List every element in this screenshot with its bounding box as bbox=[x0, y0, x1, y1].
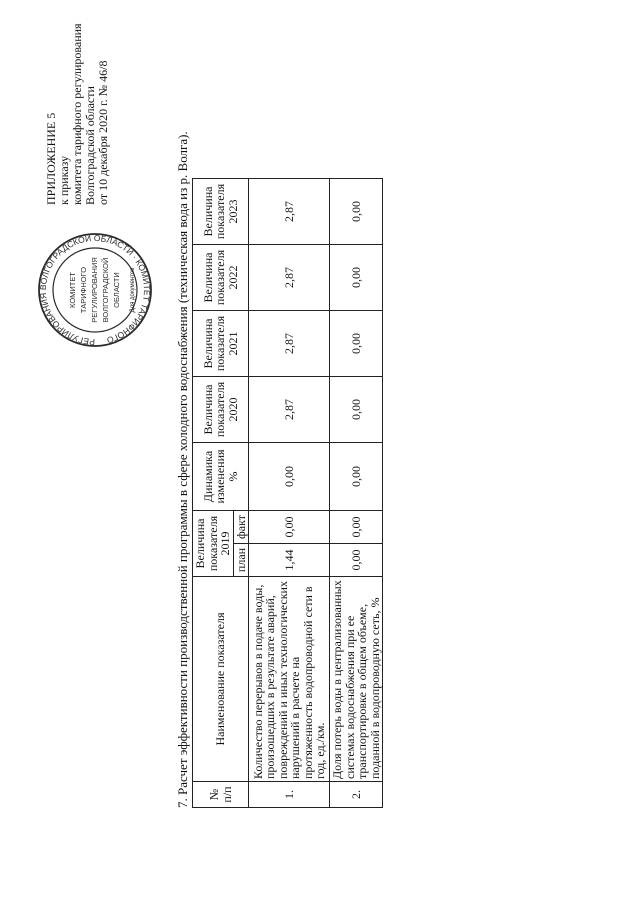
row-fact: 0,00 bbox=[249, 511, 330, 544]
seal-bottom-text: Для документов bbox=[130, 267, 136, 313]
section-heading: 7. Расчет эффективности производственной программы в сфере холодного водоснабжения (техническая вода из р. Волга). bbox=[175, 131, 190, 808]
header-2020: Величина показателя 2020 bbox=[193, 377, 249, 443]
appendix-line-3: Волгоградской области bbox=[83, 86, 97, 205]
header-2019: Величина показателя 2019 bbox=[193, 511, 234, 577]
appendix-line-1: к приказу bbox=[57, 155, 71, 205]
seal-line-1: КОМИТЕТ bbox=[68, 272, 77, 308]
row-name: Доля потерь воды в централизованных системах водоснабжения при ее транспортировке в общем объеме, поданной в водопроводную сеть, % bbox=[330, 577, 383, 782]
seal-line-2: ТАРИФНОГО bbox=[79, 266, 88, 314]
seal-ring-textpath: РЕГУЛИРОВАНИЯ ВОЛГОГРАДСКОЙ ОБЛАСТИ · КОМИТЕТ ТАРИФНОГО bbox=[37, 232, 153, 348]
official-seal bbox=[37, 232, 153, 348]
row-num: 2. bbox=[330, 782, 383, 808]
appendix-line-4: от 10 декабря 2020 г. № 46/8 bbox=[96, 60, 110, 205]
row-2022: 0,00 bbox=[330, 245, 383, 311]
appendix-line-2: комитета тарифного регулирования bbox=[70, 23, 84, 205]
row-2020: 2,87 bbox=[249, 377, 330, 443]
header-2022: Величина показателя 2022 bbox=[193, 245, 249, 311]
seal-line-3: РЕГУЛИРОВАНИЯ bbox=[90, 257, 99, 323]
header-2023: Величина показателя 2023 bbox=[193, 179, 249, 245]
row-fact: 0,00 bbox=[330, 511, 383, 544]
seal-line-5: ОБЛАСТИ bbox=[112, 272, 121, 308]
row-name: Количество перерывов в подаче воды, произошедших в результате аварий, повреждений и иных технологических нарушений в расчете на протяженность водопроводной сети в год, ед./км. bbox=[249, 577, 330, 782]
table-header-row bbox=[193, 179, 234, 808]
header-num: № п/п bbox=[193, 782, 249, 808]
row-dynamics: 0,00 bbox=[249, 443, 330, 511]
row-2020: 0,00 bbox=[330, 377, 383, 443]
header-name: Наименование показателя bbox=[193, 577, 249, 782]
row-num: 1. bbox=[249, 782, 330, 808]
table-row bbox=[249, 179, 330, 808]
row-2021: 2,87 bbox=[249, 311, 330, 377]
row-plan: 1,44 bbox=[249, 544, 330, 577]
header-2021: Величина показателя 2021 bbox=[193, 311, 249, 377]
row-2023: 2,87 bbox=[249, 179, 330, 245]
row-plan: 0,00 bbox=[330, 544, 383, 577]
row-2023: 0,00 bbox=[330, 179, 383, 245]
seal-line-4: ВОЛГОГРАДСКОЙ bbox=[101, 257, 110, 323]
row-dynamics: 0,00 bbox=[330, 443, 383, 511]
appendix-block bbox=[45, 5, 110, 205]
table-row bbox=[330, 179, 383, 808]
header-fact: факт bbox=[233, 511, 249, 544]
header-dynamics: Динамика изменения % bbox=[193, 443, 249, 511]
appendix-title: ПРИЛОЖЕНИЕ 5 bbox=[44, 112, 58, 205]
efficiency-table bbox=[192, 178, 383, 808]
row-2021: 0,00 bbox=[330, 311, 383, 377]
header-plan: план bbox=[233, 544, 249, 577]
row-2022: 2,87 bbox=[249, 245, 330, 311]
